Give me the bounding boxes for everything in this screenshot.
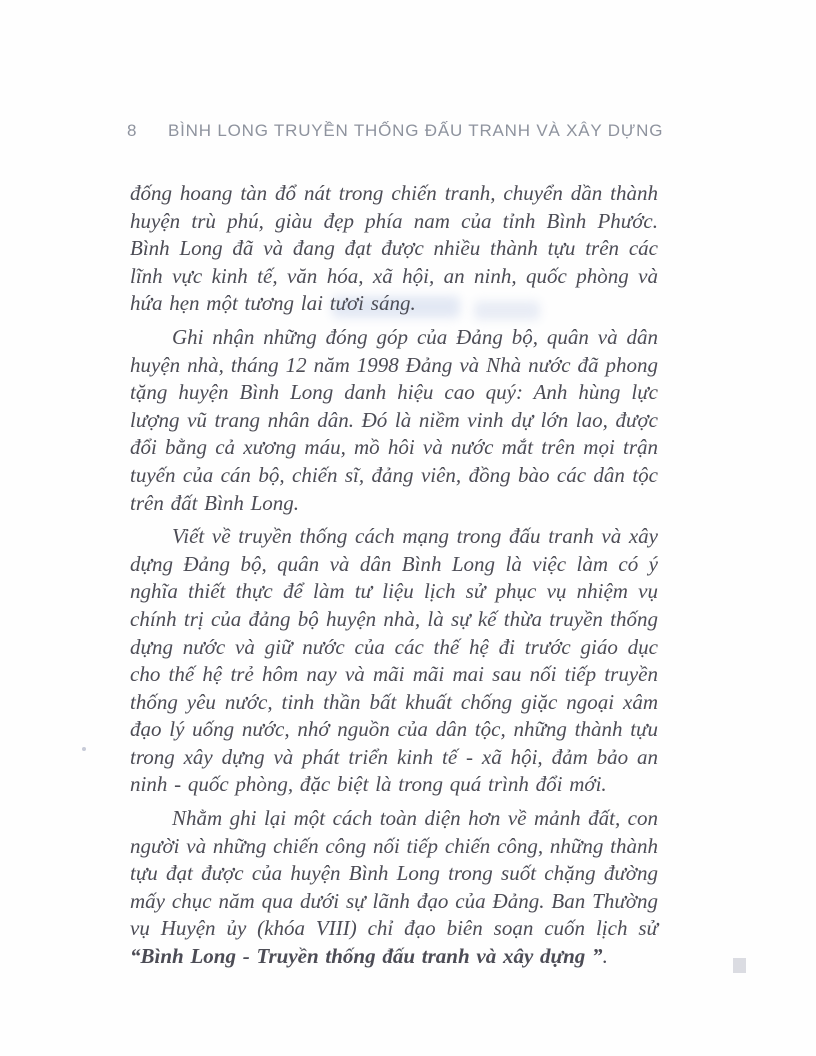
page-body [130,180,658,977]
running-header [127,121,736,141]
running-title: BÌNH LONG TRUYỀN THỐNG ĐẤU TRANH VÀ XÂY DỰNG [168,121,664,140]
paragraph-with-book-title [130,805,658,971]
page-number: 8 [127,121,138,140]
paragraph-text: . [602,944,608,969]
scan-speck-artifact [82,747,86,751]
paragraph: Ghi nhận những đóng góp của Đảng bộ, quân và dân huyện nhà, tháng 12 năm 1998 Đảng và Nhà nước đã phong tặng huyện Bình Long danh hiệu cao quý: Anh hùng lực lượng vũ trang nhân dân. Đó là niềm vinh dự lớn lao, được đổi bằng cả xương máu, mồ hôi và nước mắt trên mọi trận tuyến của cán bộ, chiến sĩ, đảng viên, đồng bào các dân tộc trên đất Bình Long. [130,324,658,515]
paragraph-text: Nhằm ghi lại một cách toàn diện hơn về mảnh đất, con người và những chiến công nối tiếp chiến công, những thành tựu đạt được của huyện Bình Long trong suốt chặng đường mấy chục năm qua dưới sự lãnh đạo của Đảng. Ban Thường vụ Huyện ủy (khóa VIII) chỉ đạo biên soạn cuốn lịch sử [130,806,658,941]
paragraph: Viết về truyền thống cách mạng trong đấu tranh và xây dựng Đảng bộ, quân và dân Bình Long là việc làm có ý nghĩa thiết thực để làm tư liệu lịch sử phục vụ nhiệm vụ chính trị của đảng bộ huyện nhà, là sự kế thừa truyền thống dựng nước và giữ nước của các thế hệ đi trước giáo dục cho thế hệ trẻ hôm nay và mãi mãi mai sau nối tiếp truyền thống yêu nước, tinh thần bất khuất chống giặc ngoại xâm đạo lý uống nước, nhớ nguồn của dân tộc, những thành tựu trong xây dựng và phát triển kinh tế - xã hội, đảm bảo an ninh - quốc phòng, đặc biệt là trong quá trình đổi mới. [130,524,658,797]
paragraph-continuation: đống hoang tàn đổ nát trong chiến tranh, chuyển dần thành huyện trù phú, giàu đẹp phía nam của tỉnh Bình Phước. Bình Long đã và đang đạt được nhiều thành tựu trên các lĩnh vực kinh tế, văn hóa, xã hội, an ninh, quốc phòng và hứa hẹn một tương lai tươi sáng. [130,181,658,316]
scan-square-artifact [733,958,746,973]
book-title-bold: “Bình Long - Truyền thống đấu tranh và xây dựng ” [130,944,603,969]
